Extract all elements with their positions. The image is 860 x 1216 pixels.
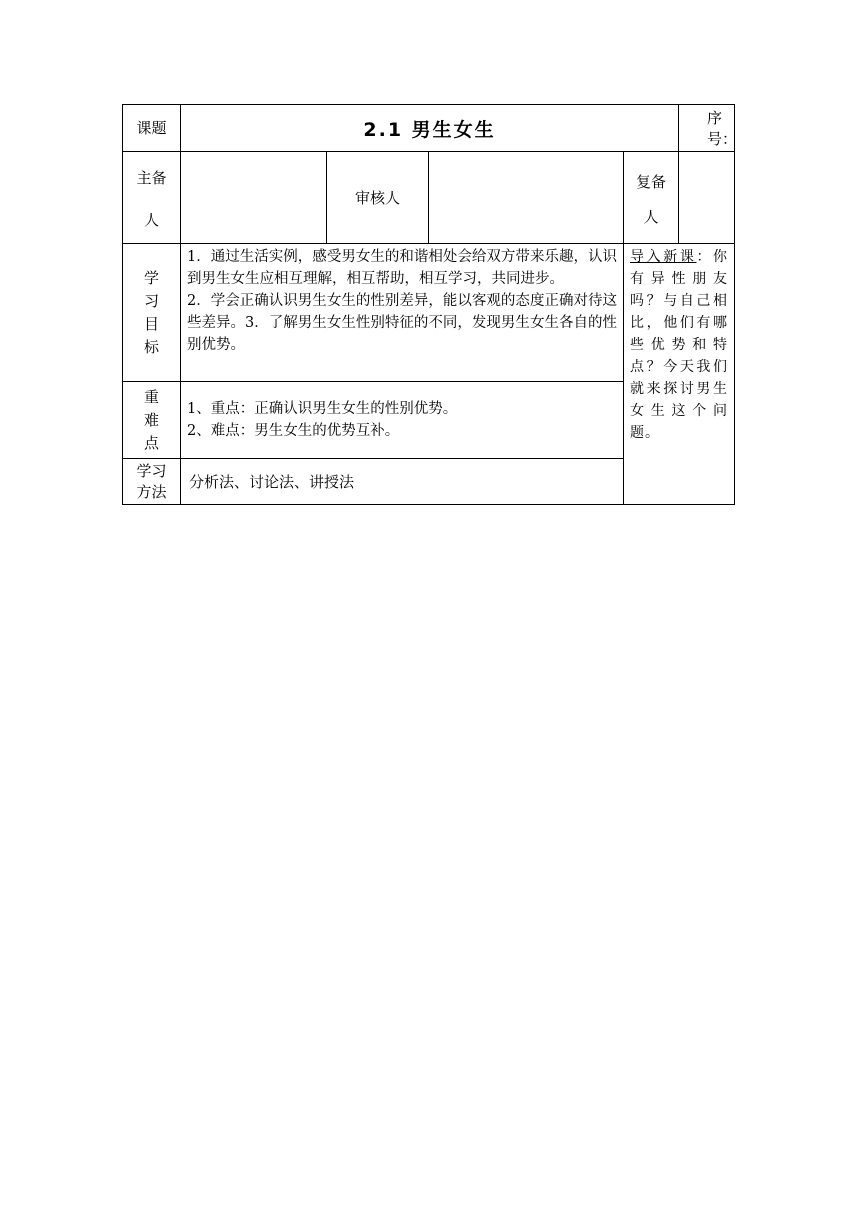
intro-heading: 导入新课 [630,249,697,265]
review2-label-line1: 复备 [636,172,667,191]
methods-value: 分析法、讨论法、讲授法 [181,459,624,505]
objectives-label-char: 学 [143,268,159,287]
lesson-plan-table [122,104,738,505]
objectives-label-char: 习 [143,291,159,310]
objectives-content [181,244,624,382]
reviewer-label: 审核人 [327,152,429,244]
preparer-value [181,152,327,244]
topic-label: 课题 [123,105,181,152]
lesson-title: 2.1 男生女生 [181,105,679,152]
preparer-label-line2: 人 [143,210,159,229]
review2-value [679,152,735,244]
objectives-row [123,244,735,382]
keypoints-label-char: 点 [143,433,159,452]
key-point: 1、重点：正确认识男生女生的性别优势。 [187,401,458,417]
seq-label: 序号： [679,105,735,152]
keypoints-label-char: 重 [143,387,159,406]
intro-cell [624,244,735,505]
keypoints-label [123,382,181,459]
reviewer-value [429,152,624,244]
objective-2: 2．学会正确认识男生女生的性别差异，能以客观的态度正确对待这些差异。3．了解男生女生性别特征的不同，发现男生女生各自的性别优势。 [187,293,617,353]
preparer-label-line1: 主备 [136,168,167,187]
methods-label-line2: 方法 [136,482,167,501]
review2-label-line2: 人 [643,207,659,226]
preparer-label [123,152,181,244]
keypoints-content [181,382,624,459]
objectives-label-char: 目 [143,314,159,333]
review2-label [624,152,679,244]
objectives-label [123,244,181,382]
intro-text: ：你有异性朋友吗？与自己相比，他们有哪些优势和特点？今天我们就来探讨男生女生这个问题。 [630,249,729,441]
objectives-label-char: 标 [143,337,159,356]
difficulty-point: 2、难点：男生女生的优势互补。 [187,423,400,439]
methods-label-line1: 学习 [136,461,167,480]
keypoints-label-char: 难 [143,410,159,429]
methods-label [123,459,181,505]
header-row [123,105,735,152]
roles-row [123,152,735,244]
objective-1: 1．通过生活实例，感受男女生的和谐相处会给双方带来乐趣，认识到男生女生应相互理解，相互帮助，相互学习，共同进步。 [187,249,617,287]
